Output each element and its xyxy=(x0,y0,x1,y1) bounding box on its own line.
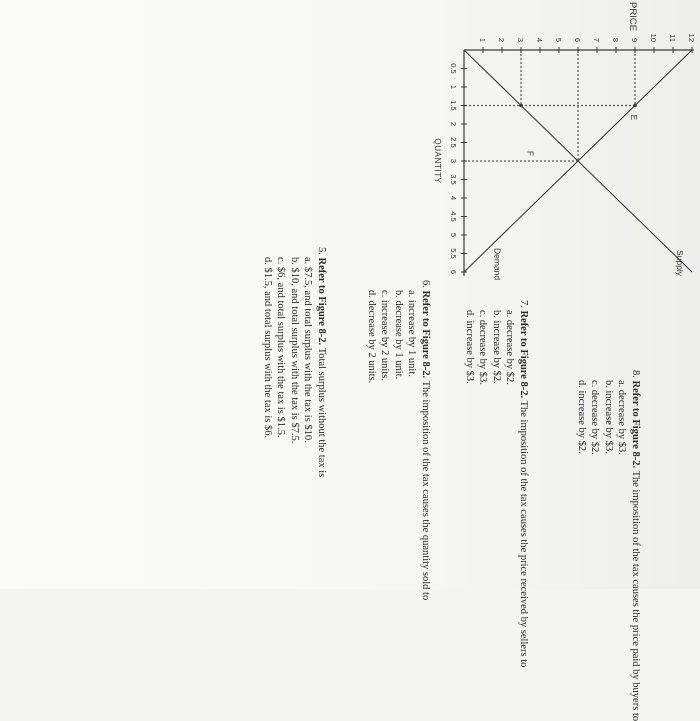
x-tick-label: 2.5 xyxy=(449,137,458,148)
option-c[interactable]: c. increase by 2 units. xyxy=(379,290,391,381)
y-tick-label: 9 xyxy=(630,37,639,42)
x-tick-label: 6 xyxy=(449,269,458,275)
x-tick-label: 1 xyxy=(449,84,458,90)
option-d[interactable]: d. increase by $2. xyxy=(575,380,587,454)
rotated-page xyxy=(20,0,700,721)
y-tick-label: 1 xyxy=(478,37,487,42)
option-a[interactable]: a. decrease by $2. xyxy=(504,310,516,385)
option-b[interactable]: b. decrease by 1 unit. xyxy=(392,290,404,380)
y-tick-label: 8 xyxy=(611,37,620,42)
point-f-mark xyxy=(519,104,523,108)
x-tick-label: 3 xyxy=(449,158,458,164)
question-6 xyxy=(364,280,432,600)
x-tick-label: 5 xyxy=(449,232,458,238)
option-d[interactable]: d. decrease by 2 units. xyxy=(365,290,377,384)
x-tick-label: 3.5 xyxy=(449,174,458,185)
y-tick-label: 2 xyxy=(497,37,506,42)
y-tick-label: 3 xyxy=(516,37,525,42)
demand-label: Demand xyxy=(492,248,503,281)
option-d[interactable]: d. increase by $3. xyxy=(463,310,475,384)
x-tick-label: 1.5 xyxy=(449,100,458,111)
option-b[interactable]: b. $10, and total surplus with the tax is $7.5. xyxy=(288,257,300,444)
figure-reference: Refer to Figure 8-2. xyxy=(316,257,327,346)
option-a[interactable]: a. $7.5, and total surplus with the tax is $10. xyxy=(302,257,314,443)
question-number: 7. xyxy=(518,300,529,308)
question-6-stem xyxy=(418,280,432,600)
x-tick-label: 4.5 xyxy=(449,211,458,222)
y-tick-label: 12 xyxy=(687,33,696,42)
question-7 xyxy=(462,300,530,667)
option-c[interactable]: c. decrease by $3. xyxy=(477,310,489,385)
point-e-label: E xyxy=(629,114,638,121)
point-f-label: F xyxy=(525,151,535,156)
option-b[interactable]: b. increase by $2. xyxy=(490,310,502,384)
graph-dashed-guides xyxy=(464,50,635,161)
question-5-stem xyxy=(314,247,328,477)
supply-label: Supply xyxy=(674,250,685,276)
question-number: 6. xyxy=(420,280,431,288)
question-text: The imposition of the tax causes the price paid by buyers to xyxy=(630,470,641,721)
question-number: 8. xyxy=(630,370,641,378)
figure-reference: Refer to Figure 8-2. xyxy=(420,290,431,379)
y-tick-label: 11 xyxy=(668,34,677,42)
x-tick-label: 5.5 xyxy=(449,248,458,259)
question-text: The imposition of the tax causes the price received by sellers to xyxy=(518,400,529,668)
y-axis-label: PRICE xyxy=(627,2,638,32)
y-tick-label: 4 xyxy=(535,37,544,42)
y-tick-label: 7 xyxy=(592,37,601,42)
question-8-stem xyxy=(628,370,642,721)
question-number: 5. xyxy=(316,247,327,255)
question-7-stem xyxy=(516,300,530,667)
figure-reference: Refer to Figure 8-2. xyxy=(630,380,641,469)
x-axis-label: QUANTITY xyxy=(433,138,442,184)
graph-ticks xyxy=(449,34,696,274)
y-tick-label: 10 xyxy=(649,33,658,42)
option-b[interactable]: b. increase by $3. xyxy=(602,380,614,454)
question-5 xyxy=(260,247,328,477)
option-c[interactable]: c. $6, and total surplus with the tax is $1.5. xyxy=(275,257,287,438)
option-d[interactable]: d. $1.5, and total surplus with the tax is $6. xyxy=(261,257,273,439)
y-tick-label: 6 xyxy=(573,37,582,42)
option-a[interactable]: a. decrease by $3. xyxy=(616,380,628,455)
question-text: The imposition of the tax causes the quantity sold to xyxy=(420,380,431,601)
question-text: Total surplus without the tax is xyxy=(316,347,327,478)
x-tick-label: 4 xyxy=(449,195,458,201)
question-8 xyxy=(574,370,642,721)
y-tick-label: 5 xyxy=(554,37,563,42)
point-e-mark xyxy=(633,104,637,108)
x-tick-label: 2 xyxy=(449,121,458,127)
figure-reference: Refer to Figure 8-2. xyxy=(518,310,529,399)
option-c[interactable]: c. decrease by $2. xyxy=(589,380,601,455)
x-tick-label: 0.5 xyxy=(449,63,458,74)
option-a[interactable]: a. increase by 1 unit. xyxy=(406,290,418,377)
